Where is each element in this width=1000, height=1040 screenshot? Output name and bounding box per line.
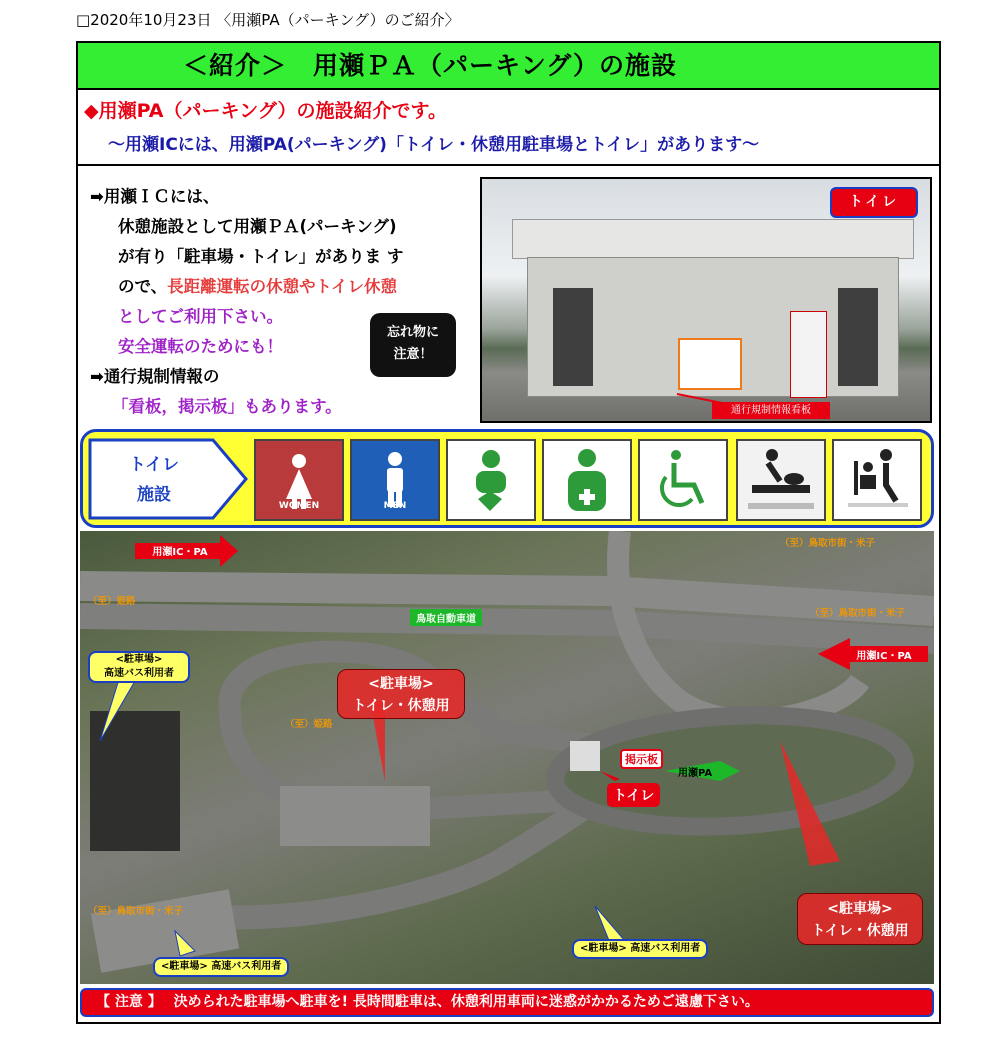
route-left: （至）姫路: [88, 596, 136, 607]
desc-line: が有り「駐車場・トイレ」がありま す: [118, 247, 404, 266]
aerial-map: [80, 531, 934, 984]
parking-bus-left-l2: 高速バス利用者: [104, 668, 174, 679]
intro-section: [78, 90, 939, 166]
women-caption: WOMEN: [278, 501, 320, 511]
route-top-right: （至）鳥取市街・米子: [780, 538, 876, 549]
baby-room-icon: [446, 439, 536, 521]
ostomate-icon: [542, 439, 632, 521]
route-bottom-left: （至）鳥取市街・米子: [88, 906, 184, 917]
parking-rest-right-l1: <駐車場>: [827, 901, 893, 917]
map-board-label: 掲示板: [620, 749, 663, 769]
arrow-label-right: 用瀬IC・PA: [856, 651, 912, 662]
route-center: （至）姫路: [285, 719, 333, 730]
map-pa-label: 用瀬PA: [678, 768, 713, 779]
date-line: □2020年10月23日 〈用瀬PA（パーキング）のご紹介〉: [76, 11, 460, 29]
desc-line: 安全運転のためにも！: [118, 337, 283, 356]
intro-subline: ～用瀬ICには、用瀬PA(パーキング)「トイレ・休憩用駐車場とトイレ」があります～: [108, 135, 760, 155]
desc-line: 「看板，掲示板」もあります。: [112, 397, 342, 416]
expressway-label: 鳥取自動車道: [410, 609, 482, 626]
parking-rest-right: [797, 893, 923, 945]
memo-line: 注意！: [393, 347, 433, 362]
men-restroom-icon: [350, 439, 440, 521]
diaper-changing-icon: [736, 439, 826, 521]
parking-rest-center-l1: <駐車場>: [368, 676, 434, 692]
photo-toilet-tag: トイレ: [830, 187, 918, 218]
desc-line-part: ので、: [118, 277, 168, 296]
pa-building: [570, 741, 600, 771]
facilities-label-line1: トイレ: [128, 455, 180, 475]
desc-line: ➡用瀬ＩＣには、: [90, 187, 220, 206]
forgotten-items-badge: [370, 313, 456, 377]
facilities-label-arrow: [88, 438, 250, 520]
facilities-label-line2: 施設: [137, 485, 171, 505]
map-toilet-label: トイレ: [607, 783, 660, 807]
parking-bus-left: [88, 651, 190, 683]
arrow-label-top-left: 用瀬IC・PA: [152, 547, 208, 558]
parking-bus-left-l1: <駐車場>: [115, 654, 163, 665]
parking-bus-bottom: <駐車場> 高速バス利用者: [153, 957, 289, 977]
page-title: ＜紹介＞ 用瀬ＰＡ（パーキング）の施設: [78, 43, 939, 90]
intro-headline: ◆用瀬PA（パーキング）の施設紹介です。: [84, 100, 447, 122]
route-mid-right: （至）鳥取市街・米子: [810, 608, 906, 619]
wheelchair-icon: [638, 439, 728, 521]
desc-line: ➡通行規制情報の: [90, 367, 220, 386]
women-restroom-icon: [254, 439, 344, 521]
memo-line: 忘れ物に: [386, 325, 439, 340]
parking-rest-right-l2: トイレ・休憩用: [811, 923, 909, 939]
parking-rest-center: [337, 669, 465, 719]
men-caption: MEN: [383, 501, 407, 511]
desc-line: 休憩施設として用瀬ＰＡ(パーキング): [118, 217, 397, 236]
description-text: [90, 182, 470, 422]
notice-banner: 【 注意 】 決められた駐車場へ駐車を! 長時間駐車は、休憩利用車両に迷惑がかかるためご遠慮下さい。: [80, 988, 934, 1017]
desc-line: としてご利用下さい。: [118, 307, 283, 326]
parking-bus-mid: <駐車場> 高速バス利用者: [572, 939, 708, 959]
child-seat-icon: [832, 439, 922, 521]
desc-highlight: 長距離運転の休憩やトイレ休憩: [167, 277, 398, 296]
parking-rest-center-l2: トイレ・休憩用: [352, 698, 450, 714]
photo-board-tag: 通行規制情報看板: [712, 402, 830, 419]
desc-line: [90, 272, 470, 302]
